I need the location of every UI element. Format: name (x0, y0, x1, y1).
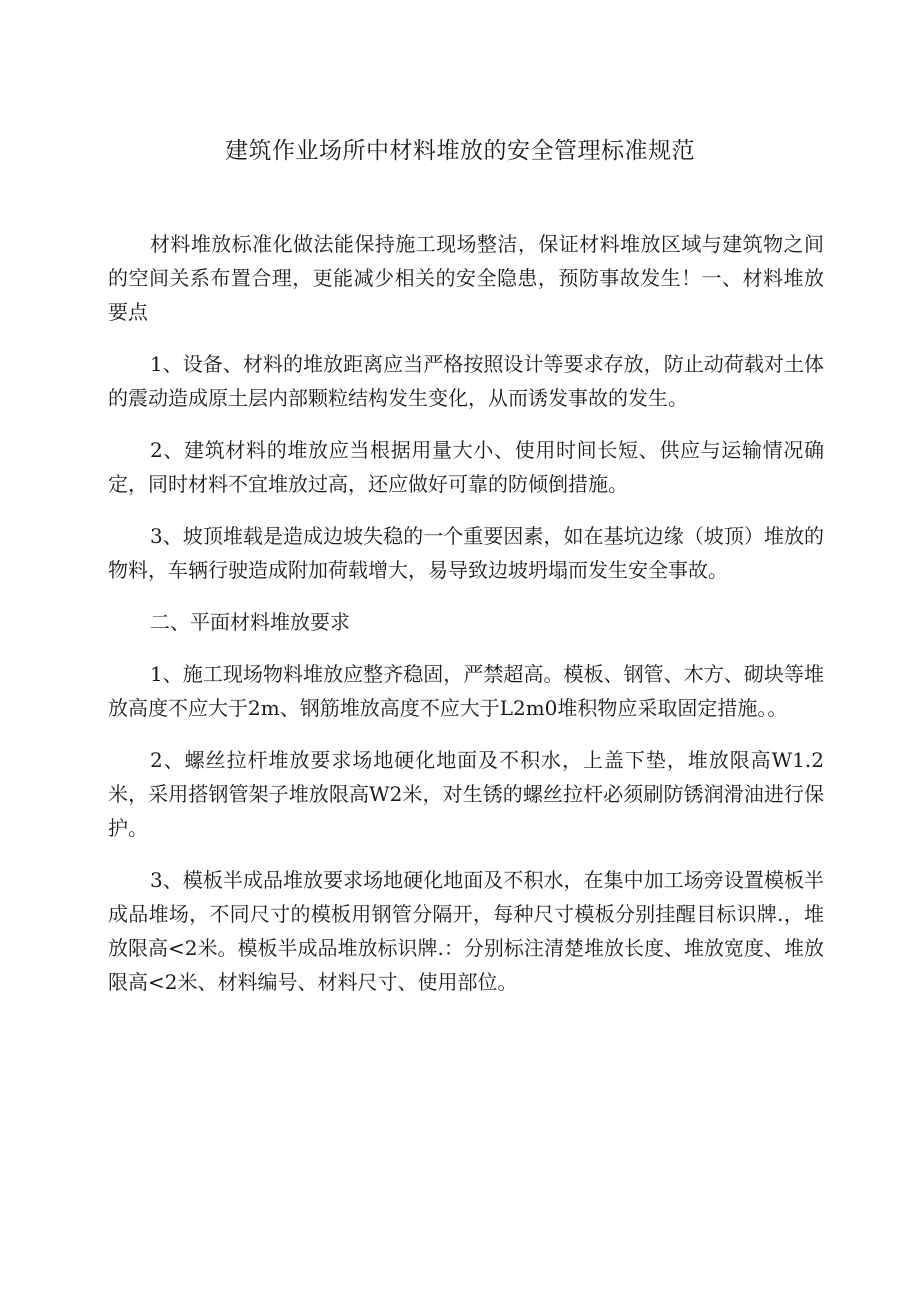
paragraph-item-2: 2、建筑材料的堆放应当根据用量大小、使用时间长短、供应与运输情况确定，同时材料不宜堆放过高，还应做好可靠的防倾倒措施。 (108, 438, 824, 496)
section-heading-2: 二、平面材料堆放要求 (150, 610, 350, 634)
paragraph-section2-item-1: 1、施工现场物料堆放应整齐稳固，严禁超高。模板、钢管、木方、砌块等堆放高度不应大于2m、钢筋堆放高度不应大于L2m0堆积物应采取固定措施。。 (108, 662, 824, 720)
paragraph-section2-item-3: 3、模板半成品堆放要求场地硬化地面及不积水，在集中加工场旁设置模板半成品堆场，不同尺寸的模板用钢管分隔开，每种尺寸模板分别挂醒目标识牌.，堆放限高<2米。模板半成品堆放标识牌.：分别标注清楚堆放长度、堆放宽度、堆放限高<2米、材料编号、材料尺寸、使用部位。 (108, 868, 824, 994)
paragraph-item-3: 3、坡顶堆载是造成边坡失稳的一个重要因素，如在基坑边缘（坡顶）堆放的物料，车辆行驶造成附加荷载增大，易导致边坡坍塌而发生安全事故。 (108, 524, 824, 582)
document-title: 建筑作业场所中材料堆放的安全管理标准规范 (225, 138, 695, 164)
intro-paragraph: 材料堆放标准化做法能保持施工现场整洁，保证材料堆放区域与建筑物之间的空间关系布置合理，更能减少相关的安全隐患，预防事故发生！一、材料堆放要点 (108, 232, 824, 324)
paragraph-item-1: 1、设备、材料的堆放距离应当严格按照设计等要求存放，防止动荷载对土体的震动造成原土层内部颗粒结构发生变化，从而诱发事故的发生。 (108, 352, 824, 410)
document-body (108, 227, 824, 1017)
paragraph-section2-item-2: 2、螺丝拉杆堆放要求场地硬化地面及不积水，上盖下垫，堆放限高W1.2米，采用搭钢管架子堆放限高W2米，对生锈的螺丝拉杆必须刷防锈润滑油进行保护。 (108, 748, 824, 840)
